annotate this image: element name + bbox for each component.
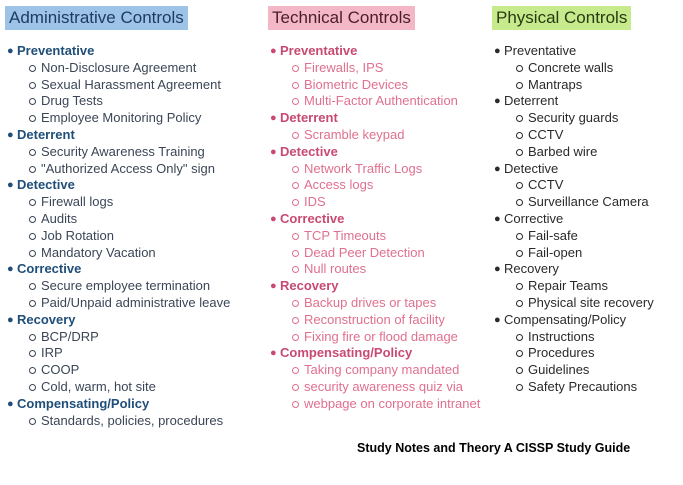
item-text: Drug Tests [41, 93, 103, 109]
ring-bullet-icon [292, 199, 299, 206]
ring-bullet-icon [29, 166, 36, 173]
category-label: Compensating/Policy [17, 395, 150, 411]
ring-bullet-icon [516, 350, 523, 357]
category-label: Compensating/Policy [504, 311, 627, 327]
item-text: Fixing fire or flood damage [304, 328, 458, 344]
item-list [17, 144, 267, 178]
ring-bullet-icon [29, 149, 36, 156]
item-text: CCTV [528, 177, 564, 193]
control-category [492, 211, 682, 261]
item-list [280, 362, 498, 412]
bullet-icon: ● [7, 263, 14, 276]
ring-bullet-icon [516, 115, 523, 122]
control-category [5, 43, 267, 127]
item-text: CCTV [528, 126, 564, 142]
item-text: IDS [304, 194, 326, 210]
list-item [29, 413, 267, 430]
item-text: Taking company mandated [304, 362, 460, 378]
item-text: TCP Timeouts [304, 227, 387, 243]
list-item [516, 77, 682, 94]
item-text: Dead Peer Detection [304, 244, 425, 260]
bullet-icon: ● [270, 212, 277, 225]
bullet-icon: ● [494, 212, 501, 225]
ring-bullet-icon [29, 283, 36, 290]
list-item [29, 77, 267, 94]
list-item [516, 60, 682, 77]
ring-bullet-icon [516, 300, 523, 307]
item-text: Employee Monitoring Policy [41, 110, 202, 126]
item-text: Scramble keypad [304, 126, 405, 142]
item-text: Firewall logs [41, 194, 114, 210]
control-category [492, 93, 682, 160]
item-list [504, 278, 682, 312]
control-category [268, 345, 498, 412]
ring-bullet-icon [29, 98, 36, 105]
control-category [5, 177, 267, 261]
control-category [492, 312, 682, 396]
bullet-icon: ● [270, 280, 277, 293]
item-text: Fail-safe [528, 227, 578, 243]
item-list [280, 161, 498, 211]
control-category [492, 43, 682, 93]
list-item [516, 295, 682, 312]
list-item [29, 245, 267, 262]
item-list [17, 413, 267, 430]
bullet-icon: ● [494, 162, 501, 175]
item-text: Audits [41, 210, 78, 226]
item-text: Surveillance Camera [528, 194, 649, 210]
list-item [516, 127, 682, 144]
item-text: Null routes [304, 261, 367, 277]
bullet-icon: ● [7, 313, 14, 326]
list-item [516, 379, 682, 396]
ring-bullet-icon [29, 350, 36, 357]
category-label: Deterrent [280, 110, 338, 126]
ring-bullet-icon [29, 199, 36, 206]
list-item [292, 77, 498, 94]
item-text: "Authorized Access Only" sign [41, 160, 215, 176]
list-item [516, 278, 682, 295]
item-list [280, 228, 498, 278]
ring-bullet-icon [292, 250, 299, 257]
item-text: Standards, policies, procedures [41, 412, 224, 428]
ring-bullet-icon [29, 65, 36, 72]
ring-bullet-icon [292, 401, 299, 408]
category-label: Corrective [17, 261, 82, 277]
list-item [29, 211, 267, 228]
item-text: Multi-Factor Authentication [304, 93, 458, 109]
item-text: Security Awareness Training [41, 143, 205, 159]
item-text: Concrete walls [528, 59, 614, 75]
list-item [292, 93, 498, 110]
category-label: Compensating/Policy [280, 345, 413, 361]
ring-bullet-icon [516, 65, 523, 72]
list-item [292, 177, 498, 194]
item-text: Sexual Harassment Agreement [41, 76, 221, 92]
technical-controls-column [268, 6, 498, 413]
item-list [280, 60, 498, 110]
ring-bullet-icon [292, 182, 299, 189]
ring-bullet-icon [29, 250, 36, 257]
category-label: Deterrent [504, 93, 559, 109]
category-label: Preventative [280, 43, 358, 58]
item-list [504, 60, 682, 94]
list-item [292, 261, 498, 278]
category-label: Recovery [17, 311, 76, 327]
ring-bullet-icon [292, 266, 299, 273]
ring-bullet-icon [292, 82, 299, 89]
item-text: Mandatory Vacation [41, 244, 156, 260]
bullet-icon: ● [270, 45, 277, 57]
category-label: Corrective [504, 210, 564, 226]
item-text: Biometric Devices [304, 76, 409, 92]
item-list [504, 177, 682, 211]
control-category [5, 312, 267, 396]
list-item [516, 329, 682, 346]
ring-bullet-icon [292, 300, 299, 307]
ring-bullet-icon [516, 199, 523, 206]
ring-bullet-icon [292, 384, 299, 391]
list-item [292, 127, 498, 144]
list-item [516, 177, 682, 194]
ring-bullet-icon [292, 334, 299, 341]
item-list [17, 278, 267, 312]
list-item [29, 144, 267, 161]
item-text: Network Traffic Logs [304, 160, 423, 176]
category-label: Deterrent [17, 126, 75, 142]
list-item [292, 161, 498, 178]
list-item [29, 362, 267, 379]
bullet-icon: ● [494, 45, 501, 57]
item-text: Fail-open [528, 244, 583, 260]
item-list [504, 228, 682, 262]
ring-bullet-icon [292, 65, 299, 72]
item-text: Instructions [528, 328, 595, 344]
item-text: IRP [41, 345, 63, 361]
category-list [492, 43, 682, 396]
category-label: Recovery [280, 278, 339, 294]
list-item [292, 362, 498, 379]
bullet-icon: ● [270, 347, 277, 360]
item-text: Cold, warm, hot site [41, 378, 156, 394]
column-heading: Administrative Controls [5, 6, 188, 30]
item-text: Procedures [528, 345, 595, 361]
list-item [29, 295, 267, 312]
bullet-icon: ● [494, 263, 501, 276]
list-item [292, 329, 498, 346]
ring-bullet-icon [516, 250, 523, 257]
list-item [29, 278, 267, 295]
control-category [268, 110, 498, 144]
list-item [29, 345, 267, 362]
control-category [5, 261, 267, 311]
ring-bullet-icon [516, 334, 523, 341]
list-item [292, 396, 498, 413]
ring-bullet-icon [29, 300, 36, 307]
ring-bullet-icon [29, 367, 36, 374]
category-label: Detective [17, 177, 75, 193]
ring-bullet-icon [292, 233, 299, 240]
item-text: Guidelines [528, 362, 590, 378]
bullet-icon: ● [7, 397, 14, 410]
list-item [516, 228, 682, 245]
item-text: Non-Disclosure Agreement [41, 59, 197, 75]
ring-bullet-icon [516, 82, 523, 89]
item-text: Repair Teams [528, 278, 608, 294]
administrative-controls-column [5, 6, 267, 429]
item-text: Mantraps [528, 76, 583, 92]
item-text: Reconstruction of facility [304, 311, 445, 327]
item-list [280, 127, 498, 144]
list-item [516, 144, 682, 161]
item-text: webpage on corporate intranet [304, 395, 481, 411]
control-category [268, 211, 498, 278]
bullet-icon: ● [270, 112, 277, 125]
physical-controls-column [492, 6, 682, 396]
ring-bullet-icon [29, 334, 36, 341]
category-list [268, 43, 498, 413]
list-item [292, 194, 498, 211]
category-label: Preventative [17, 43, 95, 58]
list-item [29, 93, 267, 110]
footer-caption: Study Notes and Theory A CISSP Study Guide [357, 441, 631, 455]
ring-bullet-icon [516, 367, 523, 374]
item-text: security awareness quiz via [304, 378, 463, 394]
control-category [492, 161, 682, 211]
ring-bullet-icon [29, 216, 36, 223]
ring-bullet-icon [516, 384, 523, 391]
item-text: Safety Precautions [528, 378, 638, 394]
column-heading: Technical Controls [268, 6, 415, 30]
ring-bullet-icon [516, 233, 523, 240]
ring-bullet-icon [29, 115, 36, 122]
bullet-icon: ● [494, 95, 501, 108]
ring-bullet-icon [29, 82, 36, 89]
bullet-icon: ● [270, 145, 277, 158]
category-label: Detective [504, 160, 559, 176]
list-item [29, 329, 267, 346]
list-item [29, 194, 267, 211]
list-item [29, 379, 267, 396]
list-item [292, 245, 498, 262]
bullet-icon: ● [7, 179, 14, 192]
ring-bullet-icon [292, 98, 299, 105]
item-text: Physical site recovery [528, 294, 654, 310]
item-text: Access logs [304, 177, 374, 193]
control-category [268, 144, 498, 211]
ring-bullet-icon [516, 283, 523, 290]
list-item [292, 228, 498, 245]
item-text: Secure employee termination [41, 278, 211, 294]
item-text: Security guards [528, 110, 619, 126]
bullet-icon: ● [494, 313, 501, 326]
bullet-icon: ● [7, 45, 14, 57]
category-label: Corrective [280, 210, 345, 226]
ring-bullet-icon [29, 384, 36, 391]
item-text: Paid/Unpaid administrative leave [41, 294, 231, 310]
category-label: Preventative [504, 43, 577, 58]
item-text: BCP/DRP [41, 328, 99, 344]
list-item [292, 379, 498, 396]
control-category [268, 278, 498, 345]
control-category [492, 261, 682, 311]
list-item [516, 194, 682, 211]
control-category [5, 396, 267, 430]
list-item [29, 110, 267, 127]
item-list [17, 194, 267, 261]
item-list [504, 110, 682, 160]
item-list [280, 295, 498, 345]
ring-bullet-icon [292, 166, 299, 173]
list-item [292, 295, 498, 312]
ring-bullet-icon [29, 233, 36, 240]
list-item [516, 345, 682, 362]
item-list [17, 329, 267, 396]
item-text: COOP [41, 362, 80, 378]
item-text: Job Rotation [41, 227, 114, 243]
item-text: Barbed wire [528, 143, 598, 159]
list-item [516, 110, 682, 127]
list-item [292, 312, 498, 329]
ring-bullet-icon [516, 132, 523, 139]
list-item [292, 60, 498, 77]
category-label: Recovery [504, 261, 559, 277]
control-category [268, 43, 498, 110]
ring-bullet-icon [292, 317, 299, 324]
column-heading: Physical Controls [492, 6, 631, 30]
item-text: Firewalls, IPS [304, 59, 384, 75]
category-list [5, 43, 267, 429]
category-label: Detective [280, 143, 338, 159]
list-item [29, 228, 267, 245]
ring-bullet-icon [516, 182, 523, 189]
list-item [516, 245, 682, 262]
ring-bullet-icon [292, 132, 299, 139]
item-list [504, 329, 682, 396]
list-item [516, 362, 682, 379]
list-item [29, 161, 267, 178]
ring-bullet-icon [292, 367, 299, 374]
ring-bullet-icon [516, 149, 523, 156]
ring-bullet-icon [29, 418, 36, 425]
control-category [5, 127, 267, 177]
bullet-icon: ● [7, 128, 14, 141]
item-list [17, 60, 267, 127]
item-text: Backup drives or tapes [304, 294, 437, 310]
list-item [29, 60, 267, 77]
